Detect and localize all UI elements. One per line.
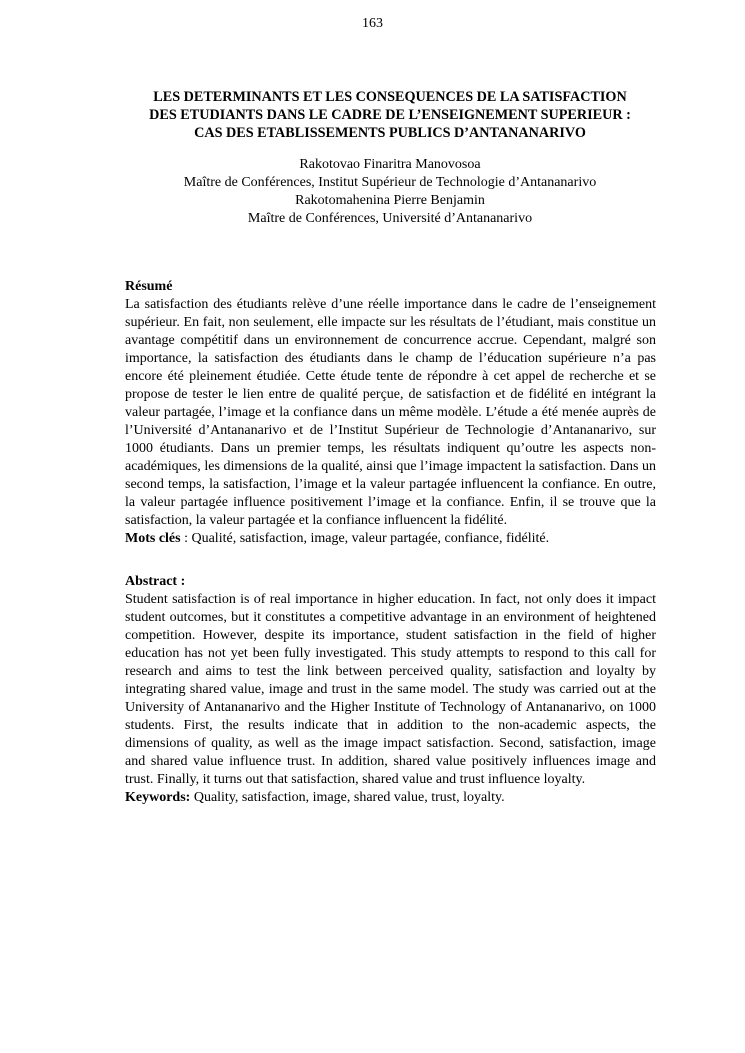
- author-name: Rakotomahenina Pierre Benjamin: [295, 193, 485, 208]
- abstract-keywords: [125, 789, 656, 807]
- author-affiliation: Maître de Conférences, Institut Supérieur de Technologie d’Antananarivo: [183, 175, 597, 190]
- author-block: [120, 156, 660, 228]
- author-name: Rakotovao Finaritra Manovosoa: [299, 157, 481, 172]
- page-number: 163: [362, 16, 383, 31]
- abstract-body: Student satisfaction is of real importance in higher education. In fact, not only does it impact student outcomes, but it constitutes a competitive advantage in an environment of heightened competition. However, despite its importance, student satisfaction in the field of higher education has not yet been fully investigated. This study attempts to respond to this call for research and aims to test the link between perceived quality, satisfaction and loyalty by integrating shared value, image and trust in the same model. The study was carried out at the University of Antananarivo and the Higher Institute of Technology of Antananarivo, on 1000 students. First, the results indicate that in addition to the non-academic aspects, the dimensions of quality, as well as the image impact satisfaction. Second, satisfaction, image and shared value influence trust. In addition, shared value positively influences image and trust. Finally, it turns out that satisfaction, shared value and trust influence loyalty.: [125, 592, 656, 787]
- resume-keywords-label: Mots clés: [125, 531, 181, 546]
- title-line: DES ETUDIANTS DANS LE CADRE DE L’ENSEIGNEMENT SUPERIEUR :: [149, 107, 631, 123]
- abstract-keywords-text: Quality, satisfaction, image, shared value, trust, loyalty.: [190, 790, 505, 805]
- resume-heading: Résumé: [125, 279, 173, 294]
- title-line: CAS DES ETABLISSEMENTS PUBLICS D’ANTANANARIVO: [194, 125, 586, 141]
- abstract-section: [125, 573, 656, 807]
- author-affiliation: Maître de Conférences, Université d’Antananarivo: [247, 211, 533, 226]
- abstract-heading: Abstract :: [125, 574, 186, 589]
- abstract-keywords-label: Keywords:: [125, 790, 191, 805]
- resume-body: La satisfaction des étudiants relève d’une réelle importance dans le cadre de l’enseignement supérieur. En fait, non seulement, elle impacte sur les résultats de l’étudiant, mais constitue un avantage compétitif dans un environnement de concurrence accrue. Cependant, malgré son importance, la satisfaction des étudiants dans le champ de l’éducation supérieure n’a pas encore été pleinement étudiée. Cette étude tente de répondre à cet appel de recherche et se propose de tester le lien entre de qualité perçue, de satisfaction et de fidélité en intégrant la valeur partagée, l’image et la confiance dans un même modèle. L’étude a été menée auprès de l’Université d’Antananarivo et de l’Institut Supérieur de Technologie d’Antananarivo, sur 1000 étudiants. Dans un premier temps, les résultats indiquent qu’outre les aspects non-académiques, les dimensions de la qualité, ainsi que l’image impactent la satisfaction. Dans un second temps, la satisfaction, l’image et la valeur partagée influencent la confiance. En outre, la valeur partagée influence positivement l’image et la confiance. Enfin, il se trouve que la satisfaction, la valeur partagée et la confiance influencent la fidélité.: [125, 297, 656, 528]
- resume-keywords-text: : Qualité, satisfaction, image, valeur partagée, confiance, fidélité.: [180, 531, 550, 546]
- paper-title: [120, 88, 660, 142]
- resume-section: [125, 278, 656, 548]
- title-line: LES DETERMINANTS ET LES CONSEQUENCES DE LA SATISFACTION: [153, 89, 627, 105]
- resume-keywords: [125, 530, 656, 548]
